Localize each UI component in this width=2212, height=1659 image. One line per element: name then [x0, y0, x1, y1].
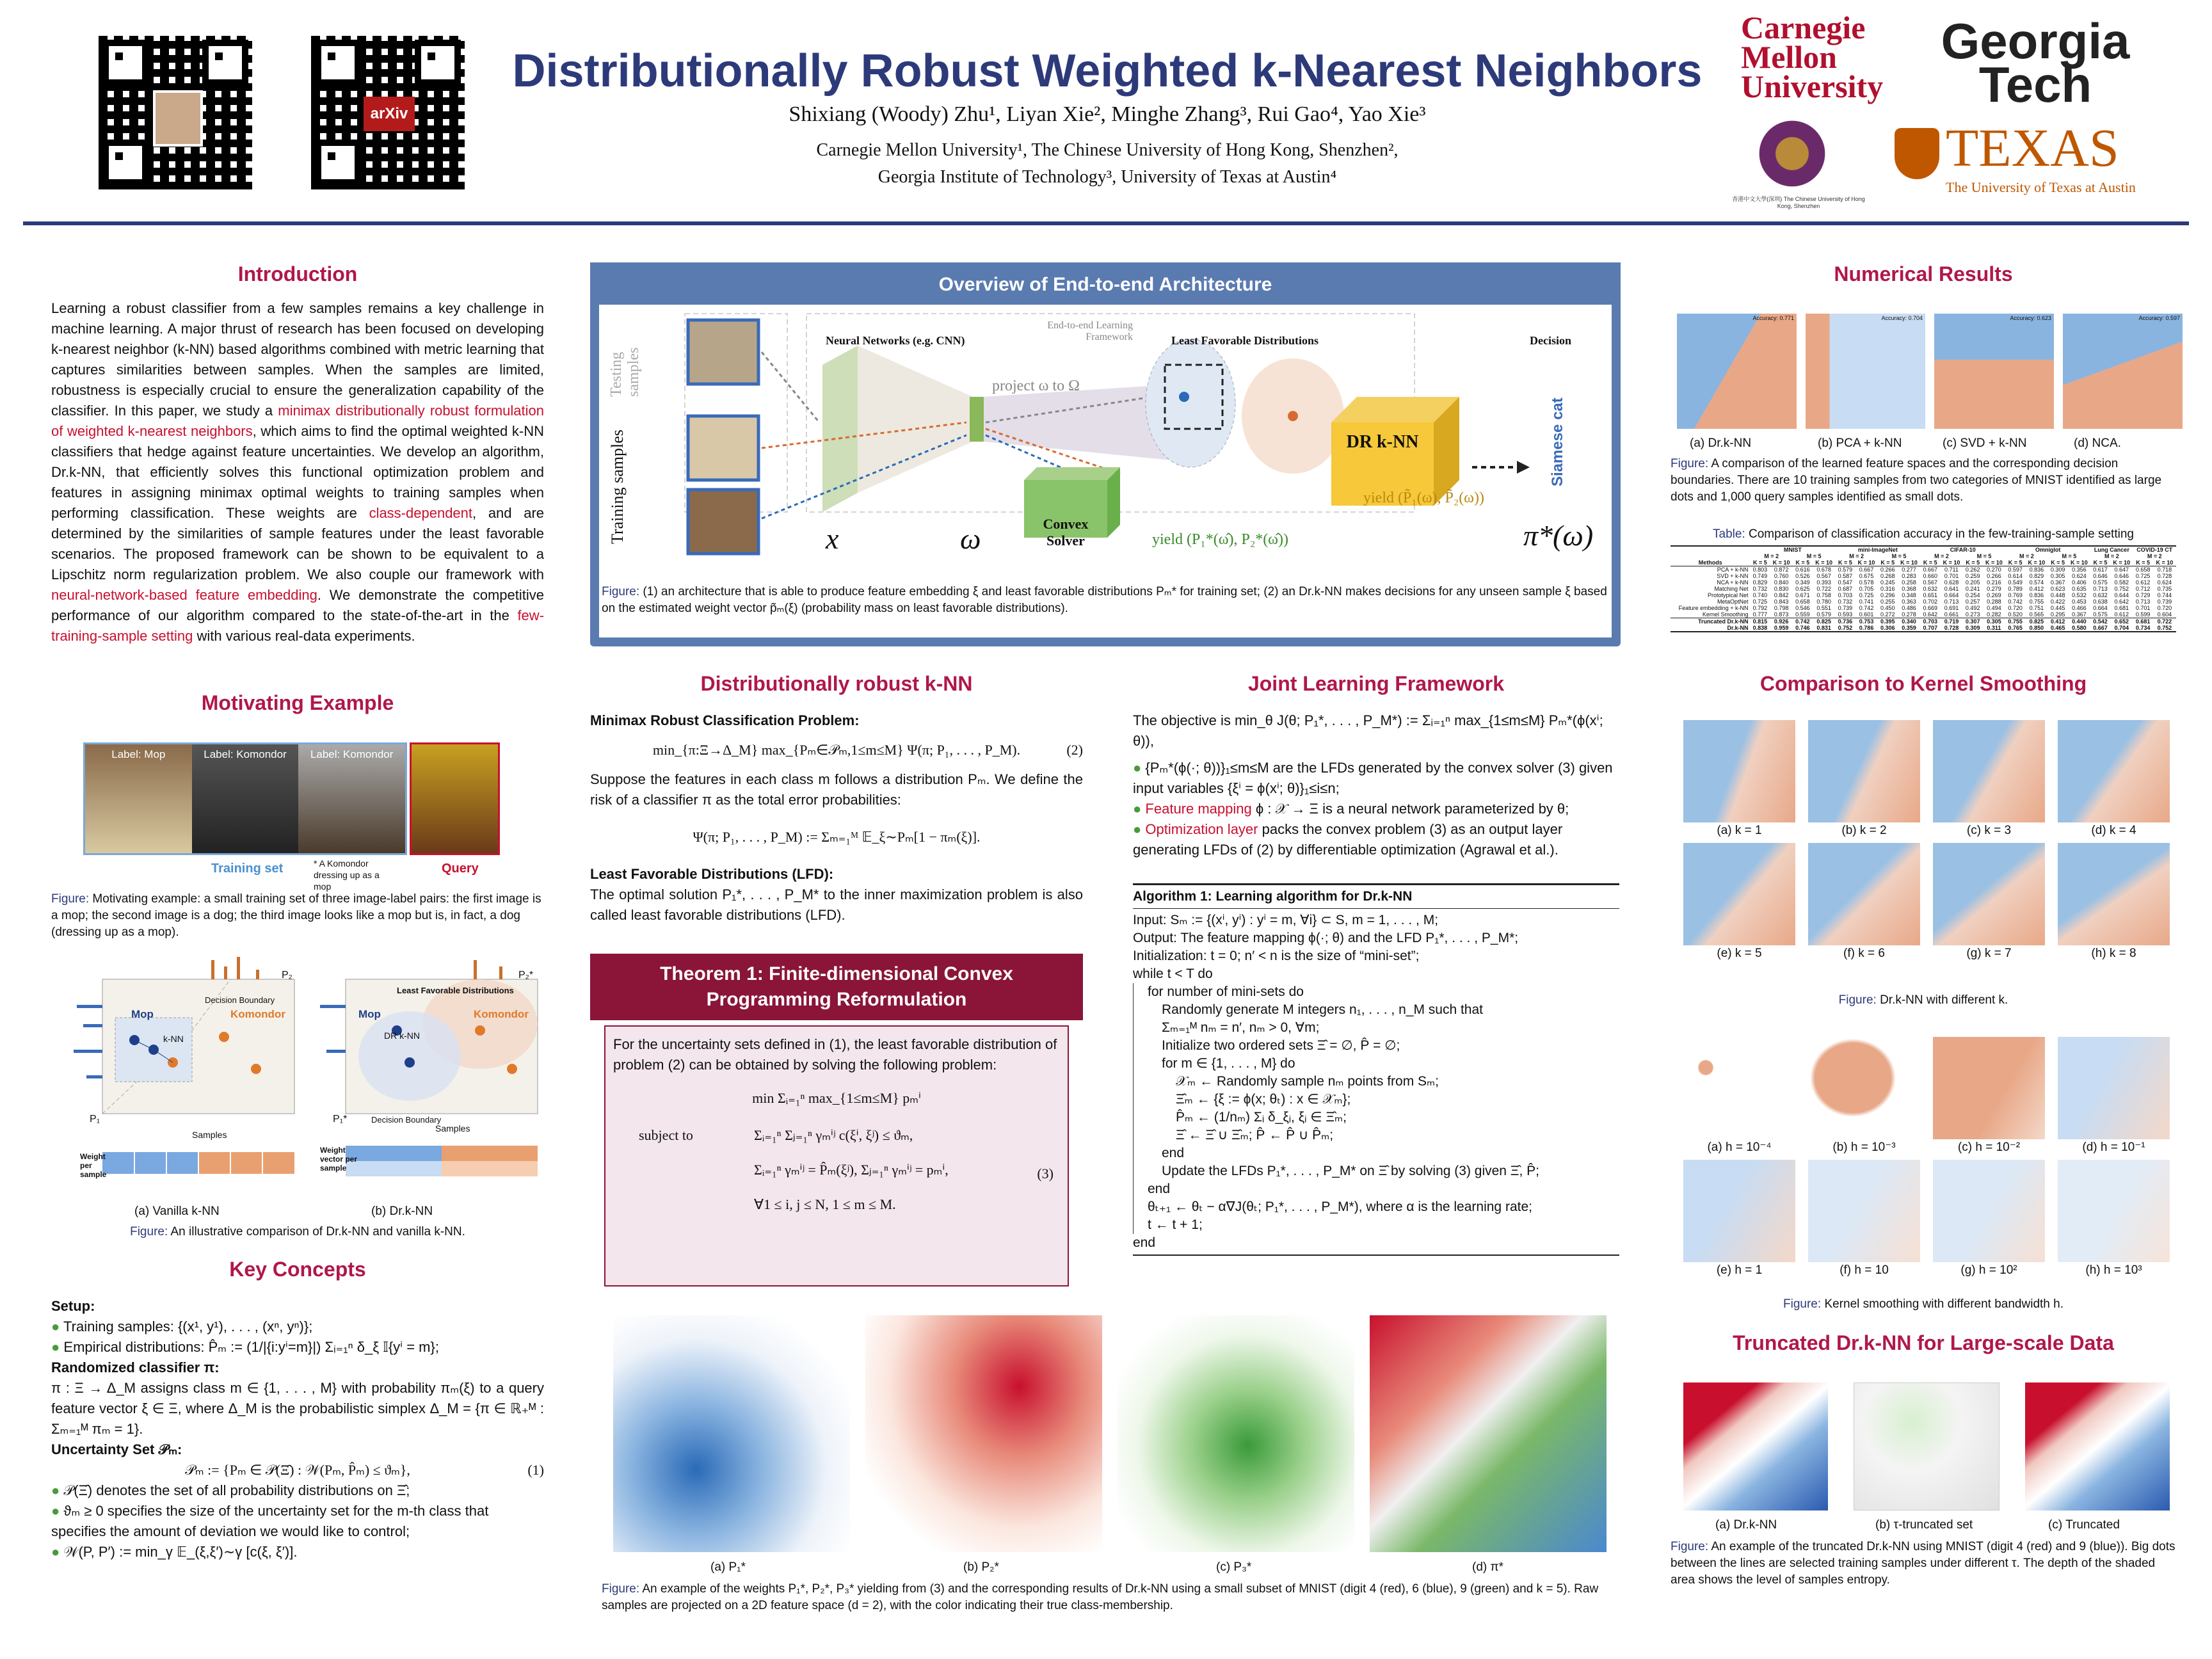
arch-x: x: [826, 522, 839, 555]
kernel-panel-label: (f) h = 10: [1839, 1263, 1889, 1277]
label-p2: P₂: [282, 970, 293, 981]
kernel-panel: [1808, 1160, 1920, 1279]
theorem-heading: [590, 954, 1083, 1020]
kernel-panel-image: [1933, 1160, 2045, 1262]
k-caption: Figure: Dr.k-NN with different k.: [1838, 993, 2008, 1007]
texas-longhorn-icon: [1895, 128, 1939, 179]
vanilla-knn-diagram: [74, 957, 294, 1174]
kernel-panel-label: (a) k = 1: [1717, 824, 1762, 837]
drknn-lfd-text: The optimal solution P₁*, . . . , P_M* to the inner maximization problem is also called least favorable distributions (LFD).: [590, 886, 1083, 923]
truncated-heading: Truncated Dr.k-NN for Large-scale Data: [1733, 1331, 2114, 1354]
label-lfd: Least Favorable Distributions: [397, 986, 514, 995]
arch-pistar: π*(ω): [1523, 519, 1594, 552]
kernel-panel-label: (c) k = 3: [1966, 824, 2012, 837]
drknn-text1: Suppose the features in each class m follows a distribution Pₘ. We define the risk of a classifier π as the total error probabilities:: [590, 771, 1083, 808]
label-mop-b: Mop: [358, 1008, 381, 1020]
kernel-panel: [1933, 843, 2045, 962]
drknn-lfd-heading: Least Favorable Distributions (LFD):: [590, 866, 834, 882]
key-bullet-5: ● 𝒲(P, P′) := min_γ 𝔼_(ξ,ξ′)∼γ [c(ξ, ξ′)].: [51, 1544, 298, 1560]
algorithm-line: Σₘ₌₁ᴹ nₘ = n′, nₘ > 0, ∀m;: [1133, 1019, 1619, 1037]
truncated-sub-c: (c) Truncated: [2048, 1518, 2120, 1532]
gt-logo-line1: Georgia: [1941, 13, 2130, 69]
kernel-panel-image: [2058, 1037, 2170, 1139]
texas-logo-subtitle: The University of Texas at Austin: [1946, 179, 2136, 195]
kernel-panel: [1683, 843, 1795, 962]
key-bullet-4: ● ϑₘ ≥ 0 specifies the size of the uncertainty set for the m-th class that specifies the amount of deviation we would like to control;: [51, 1503, 489, 1539]
key-rc-text: π : Ξ → Δ_M assigns class m ∈ {1, . . . , M} with probability πₘ(ξ) to a query feature vector ξ ∈ Ξ, where Δ_M is the probabilistic simplex Δ_M = {π ∈ ℝ₊ᴹ : Σₘ₌₁ᴹ πₘ = 1}.: [51, 1380, 544, 1437]
truncated-row: [1683, 1382, 2170, 1511]
algorithm-line: 𝒳ₘ ← Randomly sample nₘ points from Sₘ;: [1133, 1073, 1619, 1091]
kernel-panel-image: [1683, 1160, 1795, 1262]
kernel-panel: [1933, 720, 2045, 839]
algorithm-line: Randomly generate M integers n₁, . . . , n_M such that: [1133, 1001, 1619, 1019]
train-cat-image: [688, 416, 758, 480]
algorithm-line: Input: Sₘ := {(xⁱ, yⁱ) : yⁱ = m, ∀i} ⊂ S, m = 1, . . . , M;: [1133, 913, 1439, 927]
author-photo: [153, 90, 203, 147]
kernel-panel-label: (c) h = 10⁻²: [1957, 1141, 2021, 1154]
algorithm-line: Output: The feature mapping ϕ(·; θ) and the LFD P₁*, . . . , P_M*;: [1133, 931, 1519, 945]
theorem-heading-2: Programming Reformulation: [706, 989, 967, 1010]
kernel-panel-image: [2058, 1160, 2170, 1262]
table-group-header: CIFAR-10: [1950, 547, 1976, 553]
acc-svd: Accuracy: 0.623: [2010, 315, 2051, 321]
lfd-heatmap-p2: [865, 1315, 1102, 1552]
architecture-heading: Overview of End-to-end Architecture: [590, 262, 1621, 307]
table-methods-header: Methods: [1698, 559, 1722, 566]
joint-bullet-2: ● Feature mapping ϕ : 𝒳 → Ξ is a neural network parameterized by θ;: [1133, 801, 1569, 817]
kernel-panel: [1808, 720, 1920, 839]
table-subheader: M = 2: [1849, 553, 1864, 559]
algorithm-line: Update the LFDs P₁*, . . . , P_M* on Ξ̂ by solving (3) given Ξ̂, P̂;: [1133, 1162, 1619, 1180]
affiliation-line-1: Carnegie Mellon University¹, The Chinese University of Hong Kong, Shenzhen²,: [816, 140, 1399, 160]
table-k-header: K = 10: [1985, 559, 2003, 566]
kernel-panel: [2058, 843, 2170, 962]
kernel-panel-label: (g) k = 7: [1966, 947, 2012, 960]
truncated-result: [2025, 1382, 2170, 1511]
table-group-header: MNIST: [1783, 547, 1802, 553]
table-k-header: K = 10: [1900, 559, 1918, 566]
table-k-header: K = 5: [1923, 559, 1937, 566]
arch-yield2: yield (P̃₁(ω), P̃₂(ω)): [1363, 490, 1484, 506]
key-us: Uncertainty Set 𝒫ₘ:: [51, 1441, 182, 1457]
label-knn: k-NN: [163, 1034, 184, 1044]
arch-decision-label: Decision: [1530, 334, 1571, 347]
gt-logo-line2: Tech: [1978, 56, 2092, 113]
label-decision-boundary-b: Decision Boundary: [371, 1115, 442, 1125]
joint-heading: Joint Learning Framework: [1247, 672, 1505, 695]
kernel-panel-label: (b) k = 2: [1841, 824, 1887, 837]
arch-e2e-label: End-to-end Learning Framework: [1047, 320, 1133, 342]
algorithm-lines: [1133, 909, 1619, 1254]
lfd-sub-b: (b) P₂*: [963, 1560, 999, 1574]
arch-nn-label: Neural Networks (e.g. CNN): [826, 334, 965, 347]
table-k-header: K = 5: [2008, 559, 2023, 566]
joint-section: [1133, 710, 1619, 860]
sub-vanilla: (a) Vanilla k-NN: [134, 1205, 220, 1218]
kernel-panel-label: (e) h = 1: [1716, 1263, 1763, 1277]
label-samples-b: Samples: [435, 1123, 470, 1134]
kernel-panel: [1683, 720, 1795, 839]
table-k-header: K = 10: [2028, 559, 2046, 566]
feature-sub-c: (c) SVD + k-NN: [1943, 437, 2027, 450]
poster-title: Distributionally Robust Weighted k-Nearest Neighbors: [512, 45, 1703, 97]
algorithm-line: θₜ₊₁ ← θₜ − α∇J(θₜ; P₁*, . . . , P_M*), where α is the learning rate;: [1133, 1198, 1619, 1216]
table-k-header: K = 5: [1880, 559, 1895, 566]
komondor-note: * A Komondor dressing up as a mop: [314, 858, 380, 892]
accuracy-table: [1671, 545, 2176, 632]
table-row: NCA + k-NN 0.829 0.840 0.349 0.393 0.547 0.578 0.245 0.258 0.567 0.628 0.205 0.216 0.549 0.574 0.367 0.406 0.575 0.582 0.612 0.624: [1717, 579, 2172, 586]
algorithm-line: end: [1133, 1235, 1156, 1250]
architecture-diagram: [602, 307, 1613, 576]
k-grid: [1683, 720, 2170, 962]
intro-text: Learning a robust classifier from a few samples remains a key challenge in machine learning. A major thrust of research has been focused on developing k-nearest neighbor (k-NN) based algorithms combined with metric learning that captures similarities between samples. When the samples are limited, robustness is especially crucial to ensure the generalization capability of the classifier. In this paper, we study a minimax distributionally robust formulation of weighted k-nearest neighbors, which aims to find the optimal weighted k-NN classifiers that hedge against feature uncertainties. We develop an algorithm, Dr.k-NN, that efficiently solves this functional optimization problem and features in assigning minimax optimal weights to training samples when performing classification. These weights are class-dependent, and are determined by the similarities of sample features under the least favorable scenarios. The proposed framework can be shown to be equivalent to a Lipschitz norm regularization problem. We also couple our framework with neural-network-based feature embedding. We demonstrate the competitive performance of our algorithm compared to the state-of-the-art in the few-training-sample setting with various real-data experiments.: [51, 300, 545, 644]
algorithm-line: P̂ₘ ← (1/nₘ) Σᵢ δ_ξᵢ, ξᵢ ∈ Ξ̂ₘ;: [1133, 1109, 1619, 1126]
table-k-header: K = 10: [2113, 559, 2131, 566]
table-row: MetaOptNet 0.725 0.843 0.658 0.780 0.732 0.741 0.255 0.363 0.702 0.713 0.257 0.288 0.742 0.755 0.422 0.453 0.638 0.642 0.713 0.739: [1717, 598, 2172, 605]
theorem-constraint-2: Σᵢ₌₁ⁿ γₘⁱʲ = P̂ₘ(ξʲ), Σⱼ₌₁ⁿ γₘⁱʲ = pₘⁱ,: [754, 1162, 949, 1178]
label-samples-a: Samples: [192, 1130, 227, 1140]
kernel-panel: [1683, 1160, 1795, 1279]
kernel-panel-image: [2058, 720, 2170, 822]
table-row: Truncated Dr.k-NN 0.815 0.926 0.742 0.825 0.736 0.753 0.395 0.340 0.703 0.719 0.307 0.305 0.755 0.825 0.412 0.440 0.542 0.652 0.681 0.722: [1671, 618, 2176, 625]
key-rc: Randomized classifier π:: [51, 1359, 220, 1375]
table-subheader: M = 5: [2062, 553, 2077, 559]
algorithm-line: Ξ̂ₘ ← {ξ := ϕ(x; θₜ) : x ∈ 𝒳ₘ};: [1133, 1091, 1619, 1109]
lfd-heatmap-pistar: [1370, 1315, 1607, 1552]
algorithm-title: Algorithm 1: Learning algorithm for Dr.k-NN: [1133, 885, 1619, 909]
theorem-subject-to: subject to: [639, 1127, 693, 1143]
joint-bullet-1: ● {Pₘ*(ϕ(·; θ))}₁≤m≤M are the LFDs generated by the convex solver (3) given input variables {ξⁱ = ϕ(xⁱ; θ)}₁≤i≤n;: [1133, 760, 1613, 796]
table-subheader: M = 2: [2104, 553, 2119, 559]
acc-nca: Accuracy: 0.597: [2138, 315, 2180, 321]
key-us-eq: 𝒫ₘ := {Pₘ ∈ 𝒫(Ξ̂) : 𝒲(Pₘ, P̂ₘ) ≤ ϑₘ}, (1): [185, 1462, 544, 1478]
mop-image: [85, 744, 192, 853]
h-caption: Figure: Kernel smoothing with different bandwidth h.: [1783, 1297, 2064, 1311]
arch-drknn-label: DR k-NN: [1346, 432, 1419, 452]
theorem-objective: min Σᵢ₌₁ⁿ max_{1≤m≤M} pₘⁱ: [752, 1090, 921, 1106]
kernel-panel-image: [1808, 1160, 1920, 1262]
lfd-caption: Figure: An example of the weights P₁*, P₂*, P₃* yielding from (3) and the corresponding results of Dr.k-NN using a small subset of MNIST (digit 4 (red), 6 (blue), 9 (green) and k = 5). Raw samples are projected on a 2D feature space (d = 2), with the color indicating their true class-membership.: [602, 1582, 1599, 1612]
theorem-text: For the uncertainty sets defined in (1), the least favorable distribution of problem (2) can be obtained by solving the following problem:: [613, 1036, 1057, 1073]
kernel-panel-image: [1933, 720, 2045, 822]
feature-sub-a: (a) Dr.k-NN: [1690, 437, 1752, 450]
lfd-sub-a: (a) P₁*: [710, 1560, 746, 1574]
truncated-drknn: [1683, 1382, 1828, 1511]
label-p2s: P₂*: [518, 970, 534, 981]
algorithm-line: Ξ̂ ← Ξ̂ ∪ Ξ̂ₘ; P̂ ← P̂ ∪ P̂ₘ;: [1133, 1126, 1619, 1144]
table-k-header: K = 5: [2136, 559, 2151, 566]
cuhk-logo-text: 香港中文大學(深圳) The Chinese University of Hong Kong, Shenzhen: [1732, 196, 1865, 209]
theorem-constraint-3: ∀1 ≤ i, j ≤ N, 1 ≤ m ≤ M.: [754, 1196, 896, 1212]
theorem-box: [590, 954, 1083, 1286]
kernel-panel: [2058, 1160, 2170, 1279]
kernel-panel-label: (d) k = 4: [2091, 824, 2136, 837]
table-row: SVD + k-NN 0.749 0.760 0.526 0.567 0.587 0.675 0.268 0.283 0.660 0.701 0.259 0.266 0.614 0.829 0.305 0.624 0.646 0.646 0.725 0.728: [1717, 573, 2172, 579]
kernel-panel-label: (h) k = 8: [2091, 947, 2136, 960]
label-p1s: P₁*: [333, 1114, 348, 1125]
h-grid: [1683, 1037, 2170, 1279]
algorithm-line: Initialize two ordered sets Ξ̂ = ∅, P̂ = ∅;: [1133, 1037, 1619, 1055]
label-drknn: DR k-NN: [384, 1030, 420, 1041]
train-cat-image-2: [688, 490, 758, 554]
key-concepts: [51, 1296, 544, 1562]
qr-code-homepage[interactable]: [95, 32, 256, 193]
table-subheader: M = 5: [1976, 553, 1992, 559]
illustration-caption: Figure: An illustrative comparison of Dr.k-NN and vanilla k-NN.: [130, 1225, 465, 1238]
theorem-eq-no: (3): [1037, 1166, 1054, 1182]
table-subheader: M = 2: [1764, 553, 1779, 559]
arch-lfd-label: Least Favorable Distributions: [1171, 334, 1319, 347]
truncated-sub-a: (a) Dr.k-NN: [1715, 1518, 1777, 1532]
label-p1: P₁: [90, 1114, 100, 1125]
kernel-panel-image: [1808, 1037, 1920, 1139]
feature-space-nca: [2063, 314, 2183, 429]
cuhk-seal-icon: [1754, 115, 1831, 192]
sub-drknn: (b) Dr.k-NN: [371, 1205, 433, 1218]
label-mop-a: Mop: [131, 1008, 154, 1020]
truncated-caption: Figure: An example of the truncated Dr.k-NN using MNIST (digit 4 (red) and 9 (blue)). Big dots between the lines are selected training samples under different τ. The depth of the shaded area shows the level of samples entropy.: [1671, 1540, 2176, 1587]
table-group-header: COVID-19 CT: [2136, 547, 2173, 553]
kernel-panel: [2058, 720, 2170, 839]
feature-sub-d: (d) NCA.: [2074, 437, 2121, 450]
kernel-panel-label: (g) h = 10²: [1960, 1263, 2017, 1277]
label-komondor-a: Komondor: [230, 1008, 285, 1020]
truncated-sub-b: (b) τ-truncated set: [1875, 1518, 1973, 1532]
table-subheader: M = 2: [1934, 553, 1949, 559]
table-k-header: K = 5: [2093, 559, 2108, 566]
table-row: Prototypical Net 0.740 0.842 0.671 0.758 0.703 0.725 0.296 0.348 0.651 0.664 0.254 0.269 0.769 0.836 0.448 0.532 0.632 0.644 0.729 0.744: [1707, 592, 2172, 598]
kernel-panel-label: (b) h = 10⁻³: [1832, 1141, 1896, 1154]
table-k-header: K = 5: [2051, 559, 2065, 566]
table-subheader: M = 2: [2147, 553, 2162, 559]
kernel-heading: Comparison to Kernel Smoothing: [1759, 672, 2087, 695]
kernel-panel-label: (f) k = 6: [1843, 947, 1885, 960]
table-row: Dr.k-NN 0.838 0.959 0.746 0.831 0.752 0.786 0.306 0.359 0.707 0.728 0.309 0.311 0.765 0.850 0.465 0.580 0.667 0.704 0.734 0.752: [1727, 625, 2172, 631]
table-caption: Table: Comparison of classification accuracy in the few-training-sample setting: [1713, 527, 2134, 541]
arch-caption: Figure: (1) an architecture that is able to produce feature embedding ξ and least favorable distributions Pₘ* for training set; (2) an Dr.k-NN makes decisions for any unseen sample ξ based on the estimated weight vector p̃ₘ(ξ) (probability mass on least favorable distributions).: [602, 585, 1607, 615]
drknn-section: [590, 710, 1083, 926]
table-k-header: K = 10: [1772, 559, 1790, 566]
lfd-sub-d: (d) π*: [1472, 1560, 1504, 1574]
table-subheader: M = 2: [2019, 553, 2034, 559]
cmu-logo: Carnegie Mellon University: [1741, 10, 1884, 104]
header-divider: [23, 221, 2189, 225]
arch-siamese: Siamese cat: [1549, 397, 1566, 486]
test-cat-image: [688, 320, 758, 384]
kernel-panel: [1808, 843, 1920, 962]
arch-yield1: yield (P₁*(ω̂), P₂*(ω̂)): [1152, 531, 1288, 548]
table-k-header: K = 10: [1857, 559, 1875, 566]
drknn-heading: Distributionally robust k-NN: [700, 672, 973, 695]
lfd-sub-c: (c) P₃*: [1216, 1560, 1252, 1574]
motivating-caption: Figure: Motivating example: a small training set of three image-label pairs: the first image is a mop; the second image is a dog; the third image looks like a mop but is, in fact, a dog (dressing up as a mop).: [51, 892, 541, 939]
theorem-constraint-1: Σᵢ₌₁ⁿ Σⱼ₌₁ⁿ γₘⁱʲ c(ξⁱ, ξʲ) ≤ ϑₘ,: [754, 1127, 913, 1143]
accuracy-table-grid: [1671, 547, 2176, 631]
algorithm-line: t ← t + 1;: [1133, 1216, 1619, 1234]
kernel-panel-label: (a) h = 10⁻⁴: [1707, 1141, 1772, 1154]
algorithm-line: for number of mini-sets do: [1133, 983, 1619, 1001]
kernel-panel-image: [1933, 843, 2045, 945]
arch-training-label: Training samples: [608, 429, 627, 544]
training-images: [83, 742, 407, 855]
algorithm-line: end: [1133, 1180, 1619, 1198]
qr-code-arxiv[interactable]: [307, 32, 469, 193]
table-k-header: K = 5: [1966, 559, 1980, 566]
label-komondor-1: Label: Komondor: [204, 748, 287, 760]
arch-project-label: project ω to Ω: [992, 378, 1080, 394]
kernel-panel: [1683, 1037, 1795, 1156]
label-weight: Weight per sample: [80, 1152, 107, 1179]
acc-pca: Accuracy: 0.704: [1881, 315, 1923, 321]
kernel-panel-image: [1683, 843, 1795, 945]
key-bullet-1: ● Training samples: {(x¹, y¹), . . . , (xⁿ, yⁿ)};: [51, 1318, 313, 1334]
table-k-header: K = 5: [1838, 559, 1852, 566]
table-k-header: K = 5: [1753, 559, 1767, 566]
numerical-heading: Numerical Results: [1834, 262, 2013, 285]
kernel-panel: [1933, 1037, 2045, 1156]
kernel-panel-image: [1683, 720, 1795, 822]
query-image: [410, 742, 500, 855]
authors: Shixiang (Woody) Zhu¹, Liyan Xie², Minghe Zhang³, Rui Gao⁴, Yao Xie³: [789, 102, 1426, 126]
key-bullet-3: ● 𝒫(Ξ̂) denotes the set of all probability distributions on Ξ̂;: [51, 1482, 410, 1498]
gt-logo: [1914, 13, 2157, 113]
label-mop: Label: Mop: [111, 748, 166, 760]
algorithm-line: while t < T do: [1133, 966, 1213, 981]
arch-convex-label: Convex Solver: [1043, 516, 1089, 549]
drknn-risk-eq: Ψ(π; P₁, . . . , P_M) := Σₘ₌₁ᴹ 𝔼_ξ∼Pₘ[1 − πₘ(ξ)].: [693, 829, 981, 845]
motivating-heading: Motivating Example: [201, 691, 394, 714]
drknn-eq2: min_{π:Ξ→Δ_M} max_{Pₘ∈𝒫ₘ,1≤m≤M} Ψ(π; P₁, . . . , P_M). (2): [652, 742, 1083, 758]
acc-drknn: Accuracy: 0.771: [1752, 315, 1794, 321]
table-group-header: Lung Cancer: [2094, 547, 2129, 553]
table-group-header: mini-ImageNet: [1857, 547, 1898, 553]
label-komondor-b: Komondor: [474, 1008, 529, 1020]
joint-objective: The objective is min_θ J(θ; P₁*, . . . , P_M*) := Σᵢ₌₁ⁿ max_{1≤m≤M} Pₘ*(ϕ(xⁱ; θ)),: [1133, 712, 1603, 749]
kernel-panel-image: [1683, 1037, 1795, 1139]
drknn-mrcp: Minimax Robust Classification Problem:: [590, 712, 860, 728]
feature-space-pca: [1806, 314, 1925, 429]
feature-sub-b: (b) PCA + k-NN: [1818, 437, 1902, 450]
table-k-header: K = 10: [1815, 559, 1832, 566]
table-k-header: K = 10: [2070, 559, 2088, 566]
kernel-panel-image: [1808, 843, 1920, 945]
table-k-header: K = 10: [1943, 559, 1960, 566]
query-label: Query: [442, 862, 479, 876]
algorithm-line: for m ∈ {1, . . . , M} do: [1133, 1055, 1619, 1073]
table-row: Kernel Smoothing 0.777 0.873 0.559 0.579 0.593 0.601 0.272 0.278 0.642 0.661 0.273 0.282 0.520 0.565 0.295 0.367 0.575 0.612 0.599 0.604: [1702, 611, 2172, 618]
lfd-heatmap-p1: [613, 1315, 850, 1552]
kernel-panel-label: (d) h = 10⁻¹: [2082, 1141, 2145, 1154]
komondor-mop-image: [298, 744, 405, 853]
label-decision-boundary-a: Decision Boundary: [205, 995, 275, 1005]
texas-logo: TEXAS: [1946, 118, 2119, 178]
table-k-header: K = 5: [1795, 559, 1810, 566]
key-setup: Setup:: [51, 1298, 95, 1314]
table-group-header: Omniglot: [2035, 547, 2061, 553]
arch-omega: ω: [960, 522, 981, 555]
joint-bullet-3: ● Optimization layer packs the convex problem (3) as an output layer generating LFDs of (2) by differentiable optimization (Agrawal et al.).: [1133, 821, 1563, 858]
kernel-panel-image: [2058, 843, 2170, 945]
kernel-panel-image: [1808, 720, 1920, 822]
truncated-tau-set: [1854, 1382, 2000, 1511]
label-komondor-2: Label: Komondor: [310, 748, 394, 760]
kernel-panel-label: (h) h = 10³: [2085, 1263, 2142, 1277]
kernel-panel-label: (e) k = 5: [1717, 947, 1762, 960]
table-row: Matching Net 0.732 0.830 0.625 0.722 0.687 0.705 0.316 0.368 0.632 0.641 0.241 0.279 0.789 0.412 0.623 0.635 0.713 0.752 0.712 0.735: [1714, 586, 2172, 592]
arxiv-badge: arXiv: [364, 97, 415, 131]
kernel-panel-image: [1933, 1037, 2045, 1139]
kernel-panel: [1933, 1160, 2045, 1279]
algorithm-line: end: [1133, 1144, 1619, 1162]
theorem-heading-1: Theorem 1: Finite-dimensional Convex: [660, 963, 1013, 984]
lfd-heatmap-p3: [1118, 1315, 1354, 1552]
table-row: Feature embedding + k-NN 0.792 0.798 0.546 0.551 0.739 0.742 0.450 0.486 0.669 0.691 0.492 0.494 0.720 0.751 0.445 0.466 0.664 0.681 0.701 0.720: [1678, 605, 2172, 611]
label-weight-vector: Weight vector per sample: [320, 1146, 358, 1173]
table-subheader: M = 5: [1806, 553, 1822, 559]
algorithm-line: Initialization: t = 0; n′ < n is the size of “mini-set”;: [1133, 949, 1420, 963]
table-row: PCA + k-NN 0.803 0.872 0.616 0.678 0.579 0.667 0.266 0.277 0.667 0.711 0.262 0.270 0.597 0.836 0.309 0.356 0.617 0.647 0.658 0.718: [1717, 566, 2172, 573]
training-set-label: Training set: [211, 862, 284, 876]
kernel-panel: [1808, 1037, 1920, 1156]
arch-testing-label: Testing samples: [608, 347, 642, 397]
komondor-image: [192, 744, 299, 853]
table-k-header: K = 10: [2156, 559, 2174, 566]
kernel-panel: [2058, 1037, 2170, 1156]
intro-heading: Introduction: [237, 262, 358, 285]
key-bullet-2: ● Empirical distributions: P̂ₘ := (1/|{i:yⁱ=m}|) Σᵢ₌₁ⁿ δ_ξ 𝕀{yⁱ = m};: [51, 1339, 439, 1355]
algorithm-box: [1133, 883, 1619, 1256]
key-heading: Key Concepts: [229, 1258, 366, 1281]
affiliation-line-2: Georgia Institute of Technology³, University of Texas at Austin⁴: [878, 167, 1337, 187]
feature-space-drknn: [1677, 314, 1797, 429]
table-subheader: M = 5: [1891, 553, 1907, 559]
feature-space-row: [1677, 314, 2183, 429]
numerical-caption: Figure: A comparison of the learned feature spaces and the corresponding decision boundaries. There are 10 training samples from two categories of MNIST identified as large dots and 1,000 query samples identified as small dots.: [1671, 457, 2162, 504]
feature-space-svd: [1934, 314, 2054, 429]
